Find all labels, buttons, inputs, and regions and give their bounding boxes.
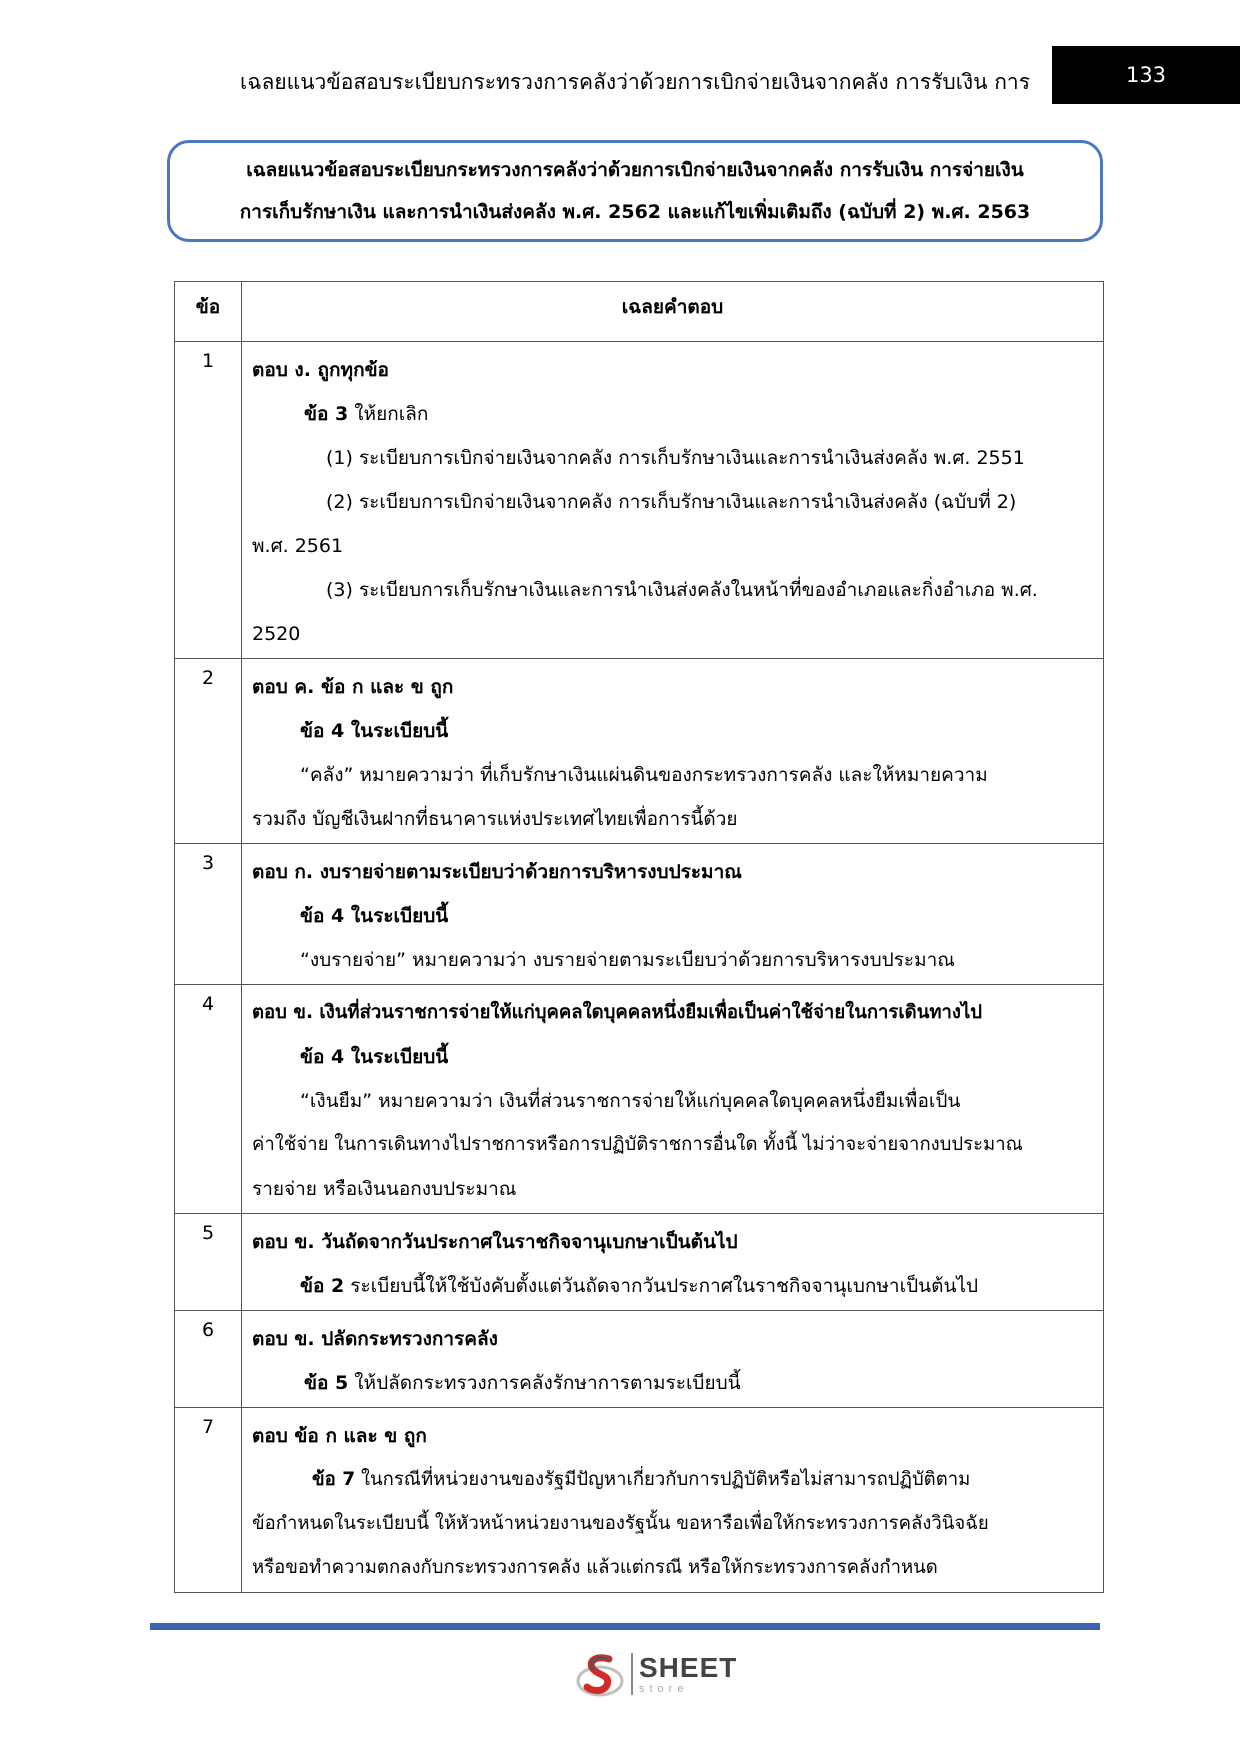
table-row	[175, 1214, 1104, 1311]
column-header-answer: เฉลยคำตอบ	[242, 282, 1104, 342]
answer-line: ตอบ ค. ข้อ ก และ ข ถูก	[252, 676, 454, 698]
answer-line: ตอบ ก. งบรายจ่ายตามระเบียบว่าด้วยการบริหารงบประมาณ	[252, 861, 742, 883]
clause-text-continuation: ข้อกำหนดในระเบียบนี้ ให้หัวหน้าหน่วยงานของรัฐนั้น ขอหารือเพื่อให้กระทรวงการคลังวินิจฉัย	[252, 1513, 989, 1534]
clause-text: ให้ยกเลิก	[348, 403, 429, 425]
clause-line	[252, 392, 1091, 436]
row-number: 3	[175, 844, 242, 985]
definition-text: “เงินยืม” หมายความว่า เงินที่ส่วนราชการจ่ายให้แก่บุคคลใดบุคคลหนึ่งยืมเพื่อเป็น	[300, 1090, 961, 1112]
definition-text-continuation: ค่าใช้จ่าย ในการเดินทางไปราชการหรือการปฏิบัติราชการอื่นใด ทั้งนี้ ไม่ว่าจะจ่ายจากงบประมาณ	[252, 1134, 1023, 1155]
table-header-row	[175, 282, 1104, 342]
clause-ref: ข้อ 4 ในระเบียบนี้	[300, 905, 449, 927]
logo-separator	[631, 1653, 633, 1695]
clause-text: ให้ปลัดกระทรวงการคลังรักษาการตามระเบียบนี้	[348, 1372, 741, 1394]
answer-cell	[242, 1408, 1104, 1593]
table-row	[175, 1408, 1104, 1593]
row-number: 1	[175, 342, 242, 659]
list-item-continuation: พ.ศ. 2561	[252, 535, 344, 557]
row-number: 5	[175, 1214, 242, 1311]
list-item: (3) ระเบียบการเก็บรักษาเงินและการนำเงินส่งคลังในหน้าที่ของอำเภอและกิ่งอำเภอ พ.ศ.	[326, 579, 1038, 601]
clause-ref: ข้อ 2	[300, 1275, 345, 1297]
clause-line	[252, 1361, 1091, 1405]
answer-line: ตอบ ข้อ ก และ ข ถูก	[252, 1425, 427, 1447]
logo-wordmark	[639, 1651, 738, 1695]
title-line-1: เฉลยแนวข้อสอบระเบียบกระทรวงการคลังว่าด้วยการเบิกจ่ายเงินจากคลัง การรับเงิน การจ่ายเงิน	[246, 159, 1024, 181]
list-item-continuation: 2520	[252, 623, 301, 645]
table-row	[175, 985, 1104, 1214]
title-box	[167, 140, 1103, 242]
list-item	[252, 480, 1091, 524]
sheetstore-logo	[575, 1648, 737, 1700]
answer-cell	[242, 844, 1104, 985]
table-row	[175, 659, 1104, 844]
row-number: 4	[175, 985, 242, 1214]
answer-cell	[242, 342, 1104, 659]
list-item: (1) ระเบียบการเบิกจ่ายเงินจากคลัง การเก็บรักษาเงินและการนำเงินส่งคลัง พ.ศ. 2551	[326, 447, 1025, 469]
page-number: 133	[1052, 46, 1240, 104]
clause-ref: ข้อ 3	[304, 403, 349, 425]
definition-text-continuation: รวมถึง บัญชีเงินฝากที่ธนาคารแห่งประเทศไทยเพื่อการนี้ด้วย	[252, 808, 738, 830]
definition-text: “งบรายจ่าย” หมายความว่า งบรายจ่ายตามระเบียบว่าด้วยการบริหารงบประมาณ	[300, 949, 955, 971]
answer-line: ตอบ ง. ถูกทุกข้อ	[252, 359, 389, 381]
answer-line: ตอบ ข. ปลัดกระทรวงการคลัง	[252, 1328, 498, 1350]
row-number: 2	[175, 659, 242, 844]
clause-ref: ข้อ 4 ในระเบียบนี้	[300, 1046, 449, 1068]
sheetstore-s-logo-icon	[575, 1649, 625, 1699]
clause-text: ระเบียบนี้ให้ใช้บังคับตั้งแต่วันถัดจากวันประกาศในราชกิจจานุเบกษาเป็นต้นไป	[344, 1275, 979, 1297]
answer-cell	[242, 1214, 1104, 1311]
clause-text: ในกรณีที่หน่วยงานของรัฐมีปัญหาเกี่ยวกับการปฏิบัติหรือไม่สามารถปฏิบัติตาม	[355, 1469, 971, 1490]
table-row	[175, 844, 1104, 985]
running-header: เฉลยแนวข้อสอบระเบียบกระทรวงการคลังว่าด้วยการเบิกจ่ายเงินจากคลัง การรับเงิน การ	[240, 70, 1030, 94]
row-number: 6	[175, 1311, 242, 1408]
answer-cell	[242, 1311, 1104, 1408]
definition-text: “คลัง” หมายความว่า ที่เก็บรักษาเงินแผ่นดินของกระทรวงการคลัง และให้หมายความ	[300, 764, 988, 786]
answer-cell	[242, 659, 1104, 844]
clause-line	[252, 1458, 1091, 1502]
footer-divider-bar	[150, 1623, 1100, 1630]
column-header-number: ข้อ	[175, 282, 242, 342]
definition-text-continuation: รายจ่าย หรือเงินนอกงบประมาณ	[252, 1178, 517, 1200]
clause-text-continuation: หรือขอทำความตกลงกับกระทรวงการคลัง แล้วแต่กรณี หรือให้กระทรวงการคลังกำหนด	[252, 1557, 938, 1578]
clause-ref: ข้อ 4 ในระเบียบนี้	[300, 720, 449, 742]
logo-word: SHEET	[639, 1651, 738, 1683]
table-row	[175, 342, 1104, 659]
row-number: 7	[175, 1408, 242, 1593]
answer-cell	[242, 985, 1104, 1214]
logo-sub: store	[639, 1682, 689, 1695]
answer-line: ตอบ ข. วันถัดจากวันประกาศในราชกิจจานุเบกษาเป็นต้นไป	[252, 1231, 738, 1253]
answer-table	[174, 281, 1104, 1593]
clause-line	[252, 1264, 1091, 1308]
table-row	[175, 1311, 1104, 1408]
list-item-text: (2) ระเบียบการเบิกจ่ายเงินจากคลัง การเก็บรักษาเงินและการนำเงินส่งคลัง (ฉบับที่ 2)	[326, 491, 1017, 513]
title-line-2: การเก็บรักษาเงิน และการนำเงินส่งคลัง พ.ศ. 2562 และแก้ไขเพิ่มเติมถึง (ฉบับที่ 2) พ.ศ. 2563	[239, 201, 1031, 223]
answer-line: ตอบ ข. เงินที่ส่วนราชการจ่ายให้แก่บุคคลใดบุคคลหนึ่งยืมเพื่อเป็นค่าใช้จ่ายในการเดินทางไป	[252, 1002, 983, 1023]
clause-ref: ข้อ 7	[312, 1469, 356, 1490]
clause-ref: ข้อ 5	[304, 1372, 349, 1394]
